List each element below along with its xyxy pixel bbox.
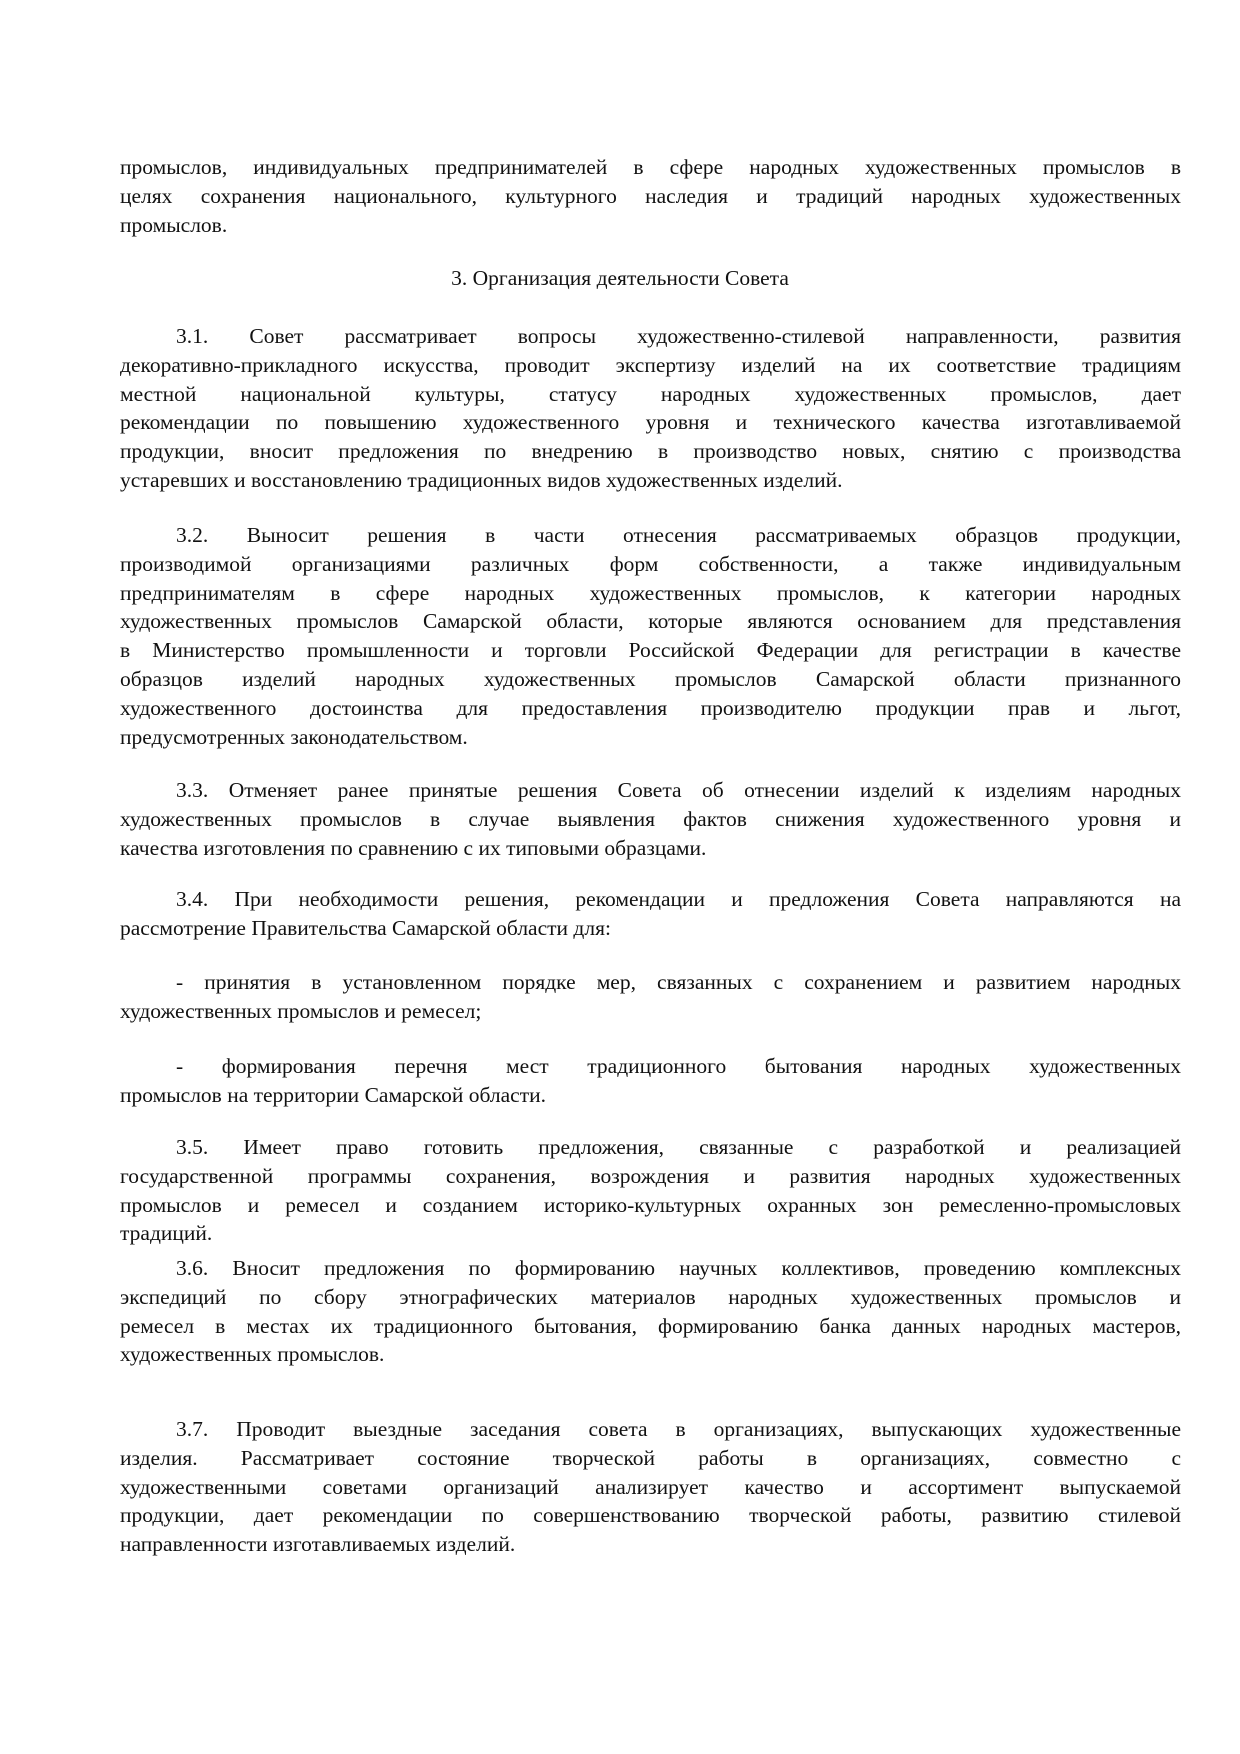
paragraph (120, 322, 1181, 495)
text-line: - принятия в установленном порядке мер, связанных с сохранением и развитием народных (176, 970, 1181, 994)
text-line: художественных промыслов в случае выявления фактов снижения художественного уровня и (120, 806, 1181, 831)
paragraph (120, 1052, 1181, 1110)
text-line: 3.5. Имеет право готовить предложения, связанные с разработкой и реализацией (176, 1135, 1181, 1159)
text-line: производимой организациями различных форм собственности, а также индивидуальным (120, 551, 1181, 576)
text-line: экспедиций по сбору этнографических материалов народных художественных промыслов и (120, 1284, 1181, 1309)
text-line: художественными советами организаций анализирует качество и ассортимент выпускаемой (120, 1474, 1181, 1499)
text-line: промыслов. (120, 212, 228, 237)
text-line: промыслов на территории Самарской области. (120, 1082, 546, 1107)
text-line: - формирования перечня мест традиционного бытования народных художественных (176, 1054, 1181, 1078)
section-heading: 3. Организация деятельности Совета (451, 266, 789, 290)
text-line: продукции, дает рекомендации по совершенствованию творческой работы, развитию стилевой (120, 1503, 1181, 1528)
text-line: художественных промыслов. (120, 1342, 385, 1367)
text-line: промыслов, индивидуальных предпринимателей в сфере народных художественных промыслов в (120, 155, 1181, 179)
text-line: декоративно-прикладного искусства, проводит экспертизу изделий на их соответствие традициям (120, 352, 1181, 377)
text-line: образцов изделий народных художественных промыслов Самарской области признанного (120, 666, 1181, 691)
paragraph (120, 968, 1181, 1026)
text-line: рекомендации по повышению художественного уровня и технического качества изготавливаемой (120, 410, 1181, 435)
text-line: 3.2. Выносит решения в части отнесения рассматриваемых образцов продукции, (176, 523, 1181, 547)
text-line: 3.7. Проводит выездные заседания совета в организациях, выпускающих художественные (176, 1417, 1181, 1441)
paragraph (120, 1415, 1181, 1559)
paragraph (120, 521, 1181, 751)
text-line: качества изготовления по сравнению с их типовыми образцами. (120, 835, 707, 860)
paragraph (120, 1254, 1181, 1369)
text-line: художественных промыслов Самарской области, которые являются основанием для представления (120, 609, 1181, 634)
text-line: художественного достоинства для предоставления производителю продукции прав и льгот, (120, 695, 1181, 720)
text-line: предусмотренных законодательством. (120, 724, 468, 749)
text-line: рассмотрение Правительства Самарской области для: (120, 915, 611, 940)
paragraph (120, 1133, 1181, 1248)
text-line: направленности изготавливаемых изделий. (120, 1532, 516, 1557)
text-line: 3.4. При необходимости решения, рекомендации и предложения Совета направляются на (176, 887, 1181, 911)
text-line: 3.6. Вносит предложения по формированию научных коллективов, проведению комплексных (176, 1256, 1181, 1280)
text-line: продукции, вносит предложения по внедрению в производство новых, снятию с производства (120, 439, 1181, 464)
text-line: традиций. (120, 1221, 213, 1246)
text-line: художественных промыслов и ремесел; (120, 998, 482, 1023)
text-line: предпринимателям в сфере народных художественных промыслов, к категории народных (120, 580, 1181, 605)
text-line: в Министерство промышленности и торговли Российской Федерации для регистрации в качестве (120, 638, 1181, 663)
text-line: ремесел в местах их традиционного бытования, формированию банка данных народных мастеров, (120, 1313, 1181, 1338)
continuation-paragraph (120, 153, 1181, 239)
text-line: промыслов и ремесел и созданием историко-культурных охранных зон ремесленно-промысловых (120, 1192, 1181, 1217)
text-line: устаревших и восстановлению традиционных видов художественных изделий. (120, 467, 843, 492)
text-line: целях сохранения национального, культурного наследия и традиций народных художественных (120, 183, 1181, 208)
text-line: 3.1. Совет рассматривает вопросы художественно-стилевой направленности, развития (176, 324, 1181, 348)
paragraph (120, 885, 1181, 943)
text-line: государственной программы сохранения, возрождения и развития народных художественных (120, 1163, 1181, 1188)
text-line: местной национальной культуры, статусу народных художественных промыслов, дает (120, 381, 1181, 406)
paragraph (120, 776, 1181, 862)
text-line: изделия. Рассматривает состояние творческой работы в организациях, совместно с (120, 1445, 1181, 1470)
text-line: 3.3. Отменяет ранее принятые решения Совета об отнесении изделий к изделиям народных (176, 778, 1181, 802)
